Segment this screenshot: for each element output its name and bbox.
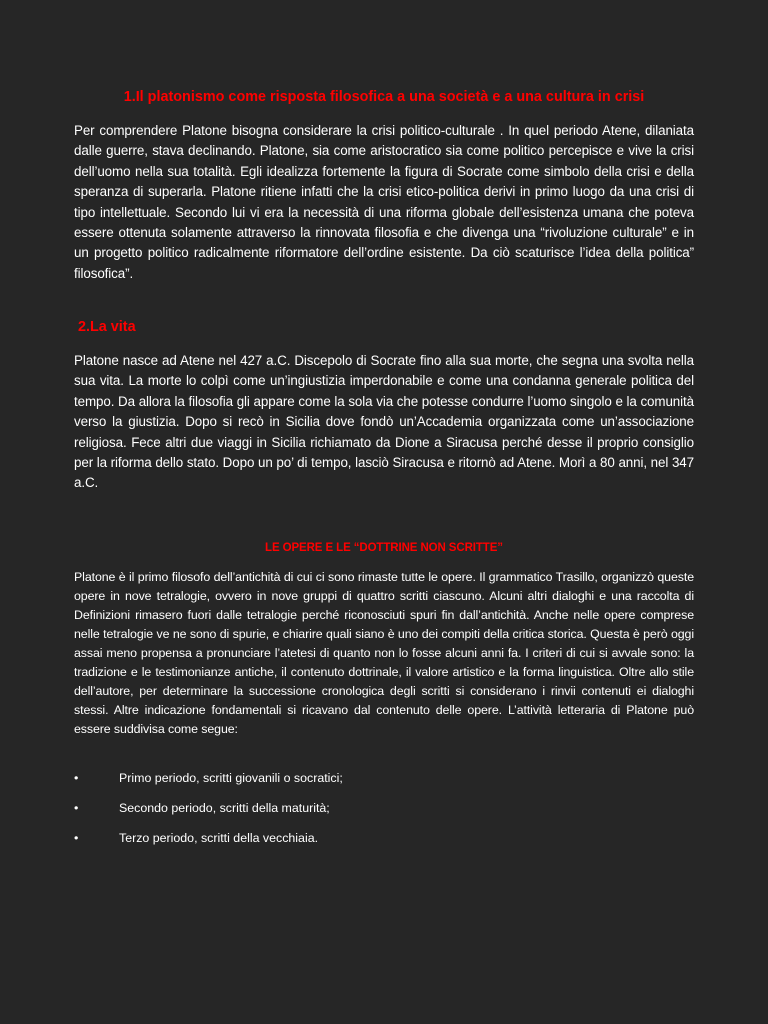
bullet-icon: •: [74, 771, 79, 785]
bullet-icon: •: [74, 831, 79, 845]
list-item: [74, 798, 694, 818]
paragraph-platonismo: Per comprendere Platone bisogna considerare la crisi politico-culturale . In quel periodo Atene, dilaniata dalle guerre, stava declinando. Platone, sia come aristocratico sia come politico percepisce e vive la crisi dell’uomo nella sua totalità. Egli idealizza fortemente la figura di Socrate come simbolo della crisi e della speranza di superarla. Platone ritiene infatti che la crisi etico-politica derivi in primo luogo da una crisi di tipo intellettuale. Secondo lui vi era la necessità di una riforma globale dell’esistenza umana che poteva essere ottenuta solamente attraverso la rinnovata filosofia e che divenga una “rivoluzione culturale” e in un progetto politico radicalmente riformatore dell’ordine esistente. Da ciò scaturisce l’idea della politica” filosofica”.: [74, 123, 694, 281]
list-item: [74, 768, 694, 788]
list-item-text: Primo periodo, scritti giovanili o socratici;: [119, 771, 343, 785]
paragraph-la-vita: Platone nasce ad Atene nel 427 a.C. Discepolo di Socrate fino alla sua morte, che segna una svolta nella sua vita. La morte lo colpì come un’ingiustizia imperdonabile e come una condanna generale politica del tempo. Da allora la filosofia gli appare come la sola via che potesse condurre l’uomo singolo e la comunità verso la giustizia. Dopo si recò in Sicilia dove fondò un’Accademia organizzata come un’associazione religiosa. Fece altri due viaggi in Sicilia richiamato da Dione a Siracusa perché desse il proprio consiglio per la riforma dello stato. Dopo un po’ di tempo, lasciò Siracusa e ritornò ad Atene. Morì a 80 anni, nel 347 a.C.: [74, 353, 694, 491]
section-heading-platonismo: 1.Il platonismo come risposta filosofica a una società e a una cultura in crisi: [123, 89, 645, 105]
list-item-text: Secondo periodo, scritti della maturità;: [119, 801, 330, 815]
bullet-icon: •: [74, 801, 79, 815]
paragraph-opere: Platone è il primo filosofo dell’antichità di cui ci sono rimaste tutte le opere. Il grammatico Trasillo, organizzò queste opere in nove tetralogie, ovvero in nove gruppi di quattro scritti ciascuno. Alcuni altri dialoghi e una raccolta di Definizioni rimasero fuori dalle tetralogie perché riconosciuti spuri fin dall’antichità. Anche nelle opere comprese nelle tetralogie ve ne sono di spurie, e chiarire quali siano è uno dei compiti della critica storica. Questa è però oggi assai meno propensa a pronunciare l’atetesi di quanto non lo fosse alcuni anni fa. I criteri di cui si avvale sono: la tradizione e le testimonianze antiche, il contenuto dottrinale, il valore artistico e la forma linguistica. Oltre allo stile dell’autore, per determinare la successione cronologica degli scritti si considerano i rinvii contenuti ei dialoghi stessi. Altre indicazione fondamentali si ricavano dal contenuto delle opere. L’attività letteraria di Platone può essere suddivisa come segue:: [74, 570, 694, 736]
periods-list: [74, 768, 694, 858]
list-item: [74, 828, 694, 848]
list-item-text: Terzo periodo, scritti della vecchiaia.: [119, 831, 319, 845]
section-heading-opere: LE OPERE E LE “DOTTRINE NON SCRITTE”: [265, 542, 503, 554]
section-heading-la-vita: 2.La vita: [78, 319, 136, 335]
